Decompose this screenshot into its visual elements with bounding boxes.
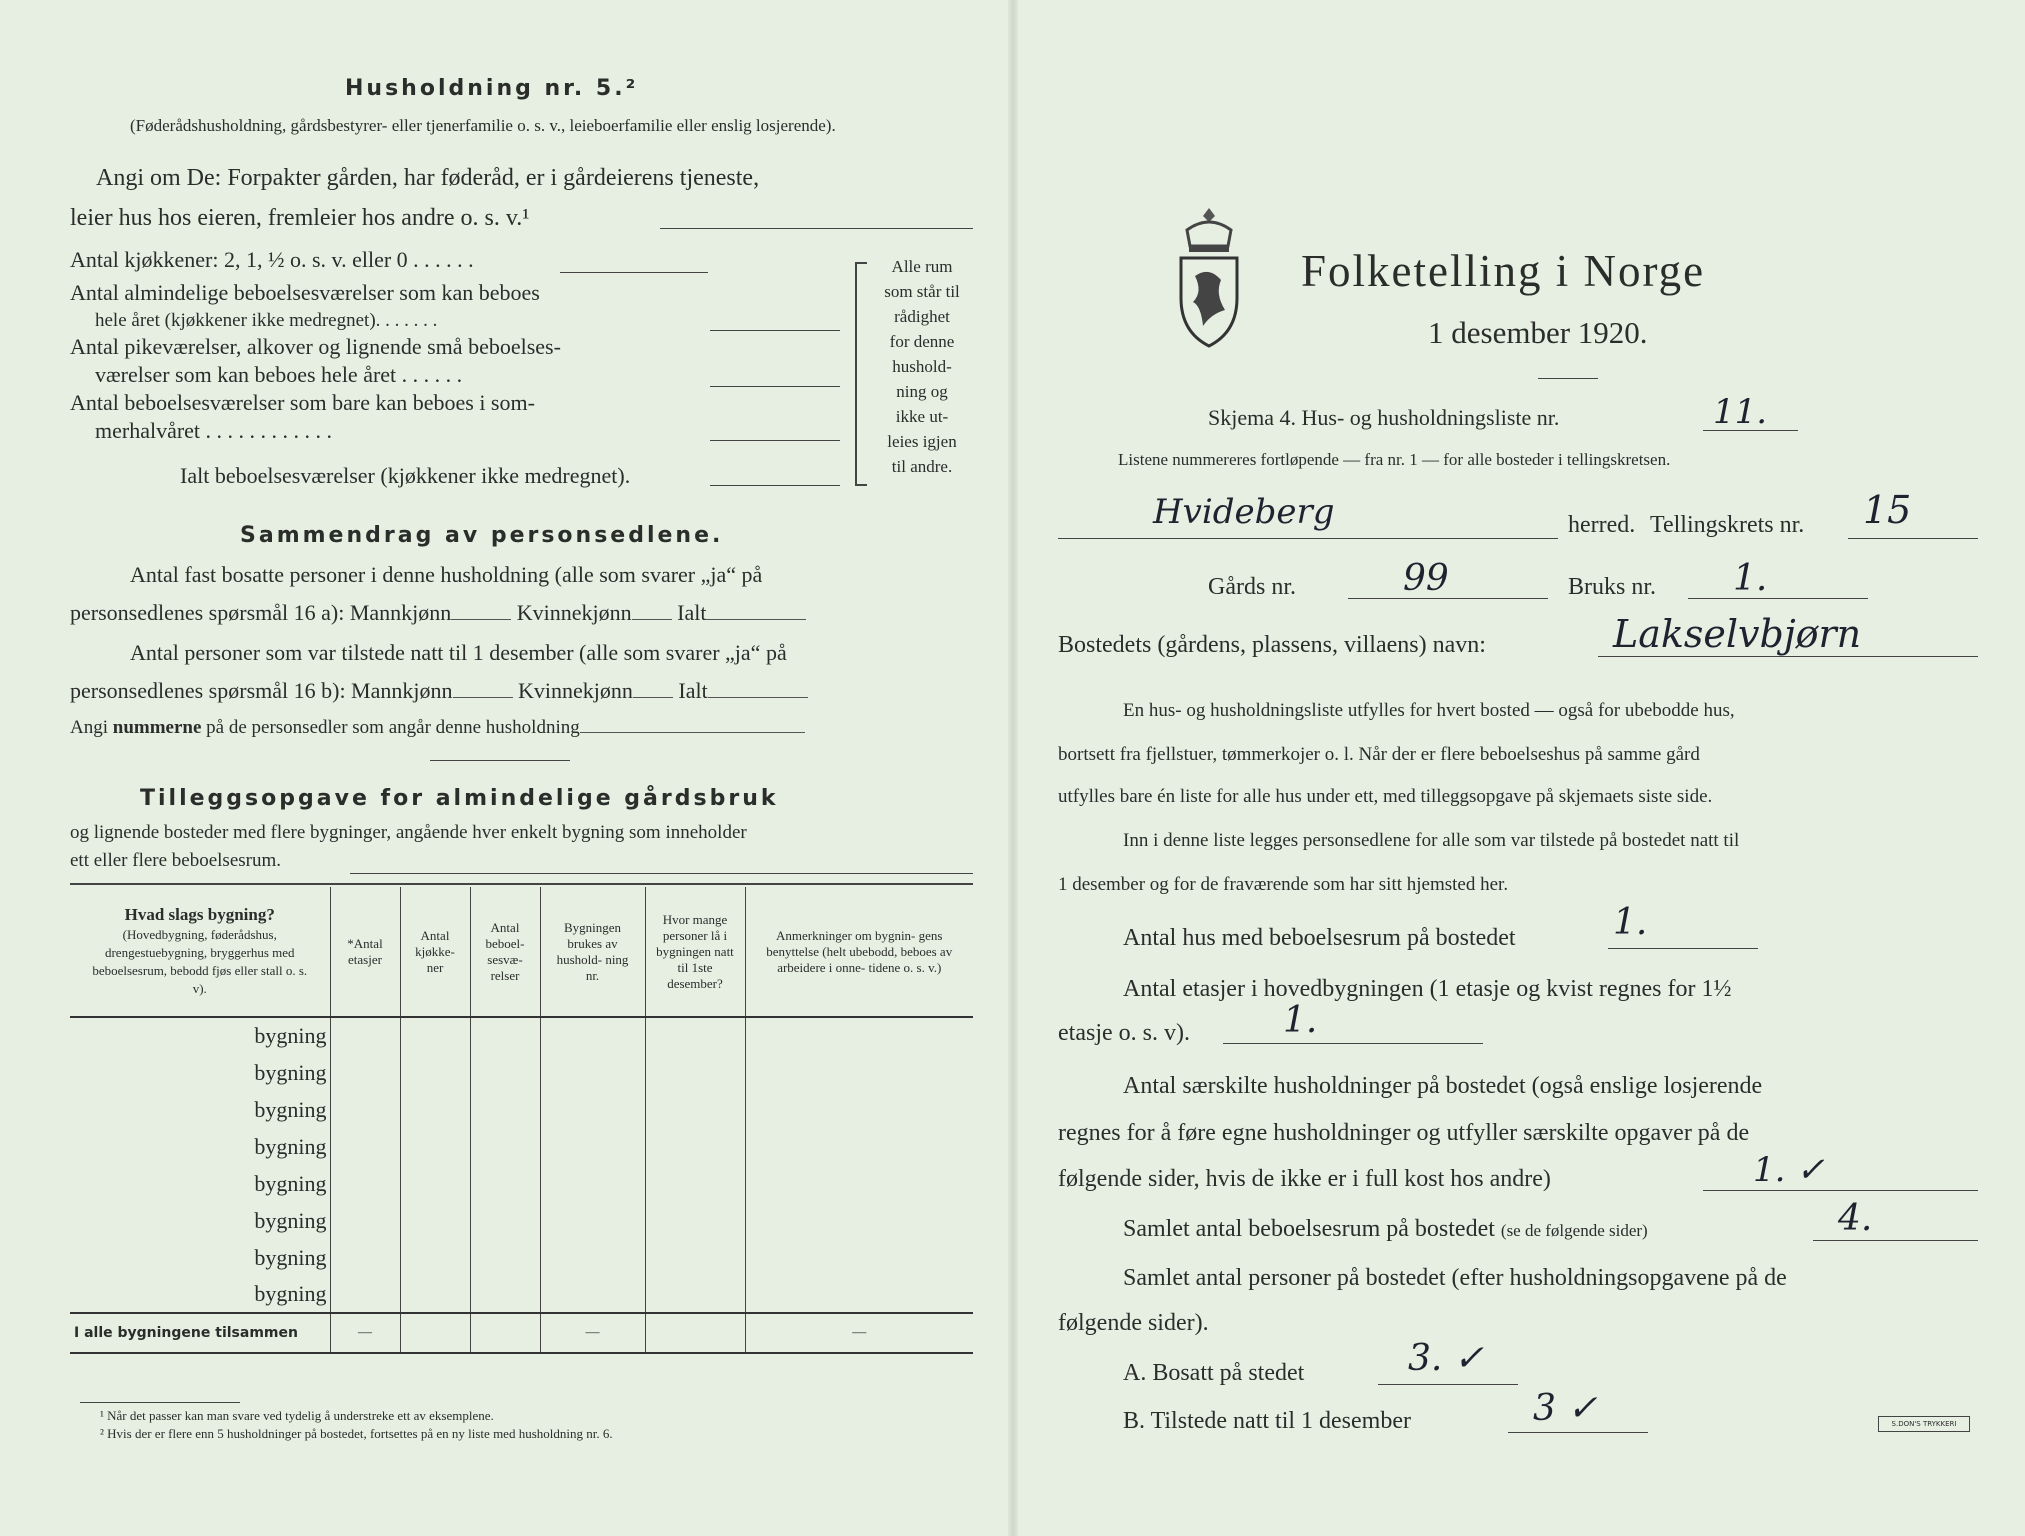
total-row: I alle bygningene tilsammen — — — bbox=[70, 1313, 973, 1353]
bruks-value: 1. bbox=[1733, 558, 1768, 599]
etasjer-value: 1. bbox=[1283, 1000, 1318, 1041]
instruction-2: bortsett fra fjellstuer, tømmerkojer o. l. Når der er flere beboelseshus på samme gård bbox=[1058, 744, 1700, 765]
summary-title: Sammendrag av personsedlene. bbox=[240, 523, 724, 548]
bosatt-value: 3. ✓ bbox=[1408, 1338, 1484, 1379]
instruction-3: utfylles bare én liste for alle hus under ett, med tilleggsopgave på skjemaets siste side. bbox=[1058, 786, 1713, 807]
room-bracket bbox=[855, 262, 867, 486]
herred-label: herred. bbox=[1568, 512, 1636, 538]
room-item-sommer-2: merhalvåret . . . . . . . . . . . . bbox=[95, 418, 333, 443]
summary-p2b: personsedlenes spørsmål 16 b): Mannkjønn Kvinnekjønn Ialt bbox=[70, 678, 808, 704]
room-item-pike-2: værelser som kan beboes hele året . . . . . . bbox=[95, 362, 463, 387]
tilstede-label: B. Tilstede natt til 1 desember bbox=[1123, 1408, 1411, 1434]
col-header-kjokkener: Antal kjøkke- ner bbox=[400, 887, 470, 1017]
table-row: bygning bbox=[70, 1054, 973, 1091]
bosted-value: Lakselvbjørn bbox=[1613, 612, 1862, 656]
antal-hus-label: Antal hus med beboelsesrum på bostedet bbox=[1123, 925, 1516, 951]
census-date: 1 desember 1920. bbox=[1428, 315, 1648, 350]
col-header-personer: Hvor mange personer lå i bygningen natt til 1ste desember? bbox=[645, 887, 745, 1017]
instruction-1: En hus- og husholdningsliste utfylles for hvert bosted — også for ubebodde hus, bbox=[1123, 700, 1735, 721]
col-header-anmerkninger: Anmerkninger om bygnin- gens benyttelse (helt ubebodd, beboes av arbeidere i onne- tidene o. s. v.) bbox=[745, 887, 973, 1017]
samlet-personer-2: følgende sider). bbox=[1058, 1310, 1209, 1336]
buildings-table bbox=[70, 887, 973, 1354]
bruks-label: Bruks nr. bbox=[1568, 574, 1657, 600]
table-row: bygning bbox=[70, 1128, 973, 1165]
angi-nummerne: Angi nummerne på de personsedler som angår denne husholdning bbox=[70, 717, 805, 739]
col-header-husholdning: Bygningen brukes av hushold- ning nr. bbox=[540, 887, 645, 1017]
skjema-value: 11. bbox=[1713, 392, 1768, 432]
room-item-alm: Antal almindelige beboelsesværelser som kan beboes bbox=[70, 280, 540, 305]
tillegg-text-1: og lignende bosteder med flere bygninger, angående hver enkelt bygning som inneholder bbox=[70, 822, 747, 843]
tilstede-value: 3 ✓ bbox=[1533, 1388, 1598, 1429]
census-title: Folketelling i Norge bbox=[1301, 246, 1706, 296]
summary-p1b: personsedlenes spørsmål 16 a): Mannkjønn Kvinnekjønn Ialt bbox=[70, 600, 806, 626]
household-intro: (Føderådshusholdning, gårdsbestyrer- eller tjenerfamilie o. s. v., leieboerfamilie eller enslig losjerende). bbox=[130, 116, 836, 135]
col-header-etasjer: *Antal etasjer bbox=[330, 887, 400, 1017]
table-row: bygning bbox=[70, 1239, 973, 1276]
saerskilte-value: 1. ✓ bbox=[1753, 1150, 1825, 1190]
saerskilte-line-3: følgende sider, hvis de ikke er i full kost hos andre) bbox=[1058, 1166, 1551, 1192]
room-item-alm-2: hele året (kjøkkener ikke medregnet). . . . . . . bbox=[95, 310, 438, 331]
footnote-2: ² Hvis der er flere enn 5 husholdninger på bostedet, fortsettes på en ny liste med husholdning nr. 6. bbox=[100, 1426, 613, 1441]
saerskilte-line-2: regnes for å føre egne husholdninger og utfyller særskilte opgaver på de bbox=[1058, 1120, 1750, 1146]
room-item-kjokken: Antal kjøkkener: 2, 1, ½ o. s. v. eller 0 . . . . . . bbox=[70, 247, 474, 272]
summary-p1a: Antal fast bosatte personer i denne husholdning (alle som svarer „ja“ på bbox=[130, 562, 763, 587]
tillegg-text-2: ett eller flere beboelsesrum. bbox=[70, 850, 282, 871]
household-title: Husholdning nr. 5.² bbox=[345, 76, 639, 101]
listene-note: Listene nummereres fortløpende — fra nr. 1 — for alle bosteder i tellingskretsen. bbox=[1118, 450, 1671, 469]
tillegg-title: Tilleggsopgave for almindelige gårdsbruk bbox=[140, 786, 779, 811]
table-row: bygning bbox=[70, 1017, 973, 1054]
samlet-rum-value: 4. bbox=[1838, 1198, 1873, 1239]
antal-hus-value: 1. bbox=[1613, 902, 1648, 943]
table-row: bygning bbox=[70, 1165, 973, 1202]
table-row: bygning bbox=[70, 1276, 973, 1313]
herred-value: Hvideberg bbox=[1153, 492, 1335, 532]
tellingskrets-value: 15 bbox=[1863, 488, 1912, 532]
bosted-label: Bostedets (gårdens, plassens, villaens) navn: bbox=[1058, 632, 1486, 658]
table-row: bygning bbox=[70, 1202, 973, 1239]
etasjer-line-2: etasje o. s. v). bbox=[1058, 1020, 1190, 1046]
skjema-label: Skjema 4. Hus- og husholdningsliste nr. bbox=[1208, 405, 1560, 430]
printer-stamp: S.DON'S TRYKKERI bbox=[1878, 1416, 1970, 1432]
coat-of-arms-icon bbox=[1173, 200, 1245, 350]
gards-value: 99 bbox=[1403, 558, 1449, 599]
instruction-5: 1 desember og for de fraværende som har sitt hjemsted her. bbox=[1058, 874, 1509, 895]
summary-p2a: Antal personer som var tilstede natt til 1 desember (alle som svarer „ja“ på bbox=[130, 640, 787, 665]
gards-label: Gårds nr. bbox=[1208, 574, 1296, 600]
etasjer-line-1: Antal etasjer i hovedbygningen (1 etasje og kvist regnes for 1½ bbox=[1123, 976, 1732, 1002]
table-row: bygning bbox=[70, 1091, 973, 1128]
angi-line-2: leier hus hos eieren, fremleier hos andre o. s. v.¹ bbox=[70, 205, 530, 231]
samlet-personer-1: Samlet antal personer på bostedet (efter husholdningsopgavene på de bbox=[1123, 1265, 1787, 1291]
bracket-note: Alle rum som står til rådighet for denne hushold- ning og ikke ut- leies igjen til andre. bbox=[884, 257, 960, 476]
room-item-ialt: Ialt beboelsesværelser (kjøkkener ikke medregnet). bbox=[180, 463, 631, 488]
saerskilte-line-1: Antal særskilte husholdninger på bostedet (også enslige losjerende bbox=[1123, 1073, 1763, 1099]
col-header-vaerelser: Antal beboel- sesvæ- relser bbox=[470, 887, 540, 1017]
room-item-pike: Antal pikeværelser, alkover og lignende små beboelses- bbox=[70, 334, 561, 359]
tellingskrets-label: Tellingskrets nr. bbox=[1650, 512, 1805, 538]
footnote-1: ¹ Når det passer kan man svare ved tydelig å understreke ett av eksemplene. bbox=[100, 1408, 494, 1423]
angi-line-1: Angi om De: Forpakter gården, har føderåd, er i gårdeierens tjeneste, bbox=[96, 165, 760, 191]
col-header-building: Hvad slags bygning? (Hovedbygning, føderådshus, drengestuebygning, bryggerhus med beboelsesrum, bebodd fjøs eller stall o. s. v). bbox=[70, 887, 330, 1017]
samlet-rum-label: Samlet antal beboelsesrum på bostedet (se de følgende sider) bbox=[1123, 1216, 1648, 1242]
right-page bbox=[1013, 0, 2025, 1536]
instruction-4: Inn i denne liste legges personsedlene for alle som var tilstede på bostedet natt til bbox=[1123, 830, 1740, 851]
room-item-sommer: Antal beboelsesværelser som bare kan beboes i som- bbox=[70, 390, 535, 415]
bosatt-label: A. Bosatt på stedet bbox=[1123, 1360, 1305, 1386]
